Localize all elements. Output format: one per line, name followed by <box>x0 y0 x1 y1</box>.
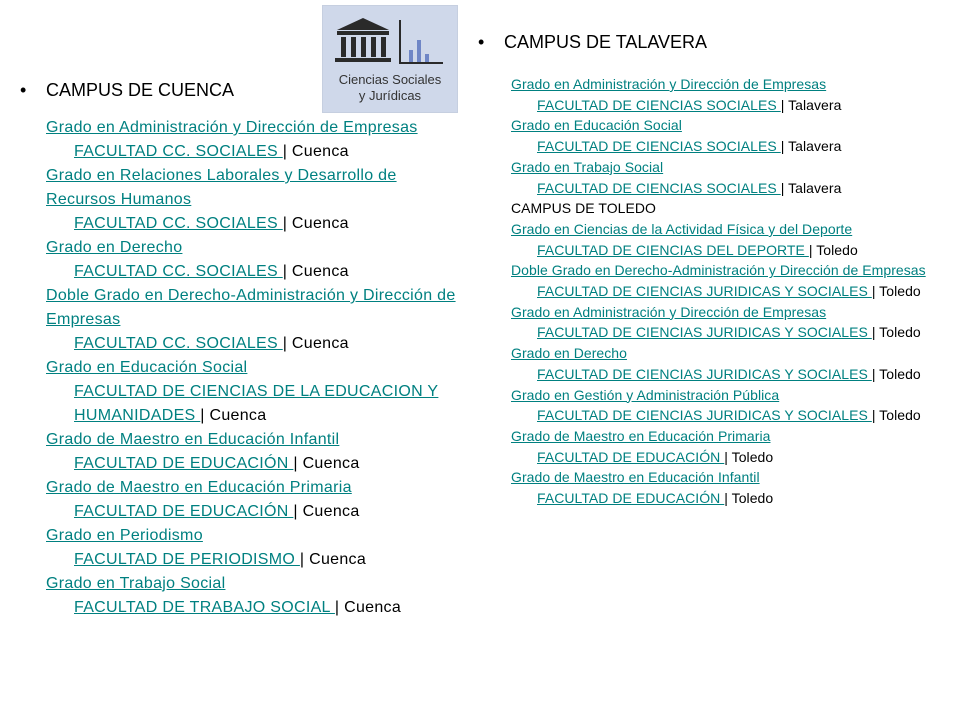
campus-talavera-title: CAMPUS DE TALAVERA <box>504 32 708 52</box>
faculty-line <box>46 140 470 164</box>
faculty-line <box>511 95 956 116</box>
campus-toledo-title: CAMPUS DE TOLEDO <box>511 200 656 217</box>
degree-link[interactable]: Grado en Administración y Dirección de Empresas <box>46 119 418 136</box>
faculty-line <box>46 332 470 356</box>
campus-location-label: | Cuenca <box>282 143 349 160</box>
faculty-line <box>46 260 470 284</box>
degree-entry <box>511 157 956 198</box>
degree-link[interactable]: Grado de Maestro en Educación Primaria <box>46 479 352 496</box>
logo-text-line1: Ciencias Sociales <box>338 72 442 87</box>
degree-entry <box>511 343 956 384</box>
faculty-link[interactable]: FACULTAD DE PERIODISMO <box>74 551 300 568</box>
campus-location-label: | Cuenca <box>282 335 349 352</box>
talavera-degree-list <box>511 74 956 198</box>
faculty-link[interactable]: FACULTAD DE CIENCIAS DEL DEPORTE <box>537 241 809 258</box>
faculty-link[interactable]: FACULTAD DE CIENCIAS SOCIALES <box>537 179 781 196</box>
campus-location-label: | Toledo <box>871 407 921 424</box>
degree-entry <box>46 284 470 356</box>
faculty-line <box>511 364 956 385</box>
faculty-line <box>511 447 956 468</box>
degree-link[interactable]: Grado de Maestro en Educación Infantil <box>46 431 340 448</box>
degree-entry <box>511 115 956 156</box>
faculty-line <box>46 596 470 620</box>
degree-entry <box>46 428 470 476</box>
faculty-link[interactable]: FACULTAD DE EDUCACIÓN <box>74 503 294 520</box>
degree-link[interactable]: Grado en Derecho <box>511 345 627 362</box>
faculty-link[interactable]: FACULTAD DE EDUCACIÓN <box>74 455 294 472</box>
faculty-link[interactable]: FACULTAD DE EDUCACIÓN <box>537 448 725 465</box>
faculty-link[interactable]: FACULTAD CC. SOCIALES <box>74 143 283 160</box>
cuenca-degree-list <box>46 116 470 620</box>
degree-link[interactable]: Grado en Derecho <box>46 239 183 256</box>
degree-entry <box>511 302 956 343</box>
faculty-link[interactable]: FACULTAD CC. SOCIALES <box>74 215 283 232</box>
talavera-toledo-degree-list <box>511 74 956 509</box>
degree-link[interactable]: Grado en Educación Social <box>46 359 248 376</box>
faculty-link[interactable]: FACULTAD CC. SOCIALES <box>74 263 283 280</box>
degree-link[interactable]: Grado en Administración y Dirección de Empresas <box>511 76 827 92</box>
faculty-link[interactable]: FACULTAD DE CIENCIAS SOCIALES <box>537 138 781 155</box>
campus-cuenca-heading <box>20 78 470 102</box>
degree-link[interactable]: Doble Grado en Derecho-Administración y Dirección de Empresas <box>511 262 926 279</box>
faculty-line <box>511 405 956 426</box>
degree-link[interactable]: Grado en Relaciones Laborales y Desarrollo de Recursos Humanos <box>46 167 397 208</box>
faculty-link[interactable]: FACULTAD DE CIENCIAS JURIDICAS Y SOCIALES <box>537 407 872 424</box>
campus-location-label: | Toledo <box>724 490 774 507</box>
faculty-line <box>46 500 470 524</box>
campus-location-label: | Cuenca <box>293 455 360 472</box>
degree-entry <box>46 164 470 236</box>
faculty-line <box>511 488 956 509</box>
degree-link[interactable]: Grado en Periodismo <box>46 527 203 544</box>
degree-entry <box>46 476 470 524</box>
campus-location-label: | Cuenca <box>282 215 349 232</box>
campus-cuenca-title: CAMPUS DE CUENCA <box>46 80 235 100</box>
degree-link[interactable]: Doble Grado en Derecho-Administración y Dirección de Empresas <box>46 287 456 328</box>
campus-location-label: | Toledo <box>871 283 921 300</box>
campus-cuenca-section <box>20 78 470 620</box>
institution-chart-icon <box>327 10 453 70</box>
faculty-line <box>46 548 470 572</box>
campus-location-label: | Toledo <box>808 241 858 258</box>
degree-entry <box>46 524 470 572</box>
campus-location-label: | Talavera <box>780 96 842 113</box>
degree-entry <box>511 260 956 301</box>
campus-location-label: | Talavera <box>780 138 842 155</box>
campus-location-label: | Cuenca <box>299 551 367 568</box>
faculty-link[interactable]: FACULTAD CC. SOCIALES <box>74 335 283 352</box>
faculty-line <box>511 322 956 343</box>
degree-link[interactable]: Grado en Trabajo Social <box>46 575 226 592</box>
campus-talavera-toledo-section <box>478 30 956 509</box>
faculty-link[interactable]: FACULTAD DE CIENCIAS DE LA EDUCACION Y HUMANIDADES <box>74 383 439 424</box>
degree-entry <box>46 116 470 164</box>
degree-link[interactable]: Grado en Administración y Dirección de Empresas <box>511 303 827 320</box>
campus-location-label: | Toledo <box>724 448 774 465</box>
faculty-line <box>511 136 956 157</box>
degree-entry <box>511 426 956 467</box>
faculty-link[interactable]: FACULTAD DE CIENCIAS JURIDICAS Y SOCIALES <box>537 324 872 341</box>
campus-location-label: | Talavera <box>780 179 842 196</box>
campus-location-label: | Cuenca <box>334 599 402 616</box>
degree-entry <box>511 74 956 115</box>
faculty-link[interactable]: FACULTAD DE CIENCIAS SOCIALES <box>537 96 781 113</box>
degree-entry <box>46 236 470 284</box>
logo-text-line2: y Jurídicas <box>358 88 422 103</box>
campus-location-label: | Cuenca <box>200 407 267 424</box>
faculty-link[interactable]: FACULTAD DE CIENCIAS JURIDICAS Y SOCIALES <box>537 283 872 300</box>
degree-link[interactable]: Grado de Maestro en Educación Infantil <box>511 469 760 486</box>
campus-location-label: | Cuenca <box>282 263 349 280</box>
degree-link[interactable]: Grado en Educación Social <box>511 117 682 134</box>
degree-entry <box>46 572 470 620</box>
degree-entry <box>46 356 470 428</box>
toledo-degree-list <box>511 219 956 509</box>
faculty-line <box>511 178 956 199</box>
campus-location-label: | Toledo <box>871 324 921 341</box>
faculty-line <box>511 240 956 261</box>
bullet-icon: • <box>20 80 27 100</box>
degree-link[interactable]: Grado en Gestión y Administración Pública <box>511 386 780 403</box>
bullet-icon: • <box>478 32 485 52</box>
faculty-link[interactable]: FACULTAD DE CIENCIAS JURIDICAS Y SOCIALES <box>537 365 872 382</box>
campus-talavera-heading <box>478 30 956 54</box>
faculty-line <box>46 212 470 236</box>
degree-link[interactable]: Grado en Trabajo Social <box>511 158 664 175</box>
degree-entry <box>511 467 956 508</box>
degree-link[interactable]: Grado en Ciencias de la Actividad Física y del Deporte <box>511 220 853 237</box>
faculty-line <box>511 281 956 302</box>
faculty-line <box>46 380 470 428</box>
faculty-link[interactable]: FACULTAD DE TRABAJO SOCIAL <box>74 599 335 616</box>
faculty-line <box>46 452 470 476</box>
faculty-link[interactable]: FACULTAD DE EDUCACIÓN <box>537 490 725 507</box>
degree-entry <box>511 385 956 426</box>
campus-location-label: | Toledo <box>871 365 921 382</box>
degree-link[interactable]: Grado de Maestro en Educación Primaria <box>511 427 771 444</box>
campus-location-label: | Cuenca <box>293 503 360 520</box>
degree-entry <box>511 219 956 260</box>
